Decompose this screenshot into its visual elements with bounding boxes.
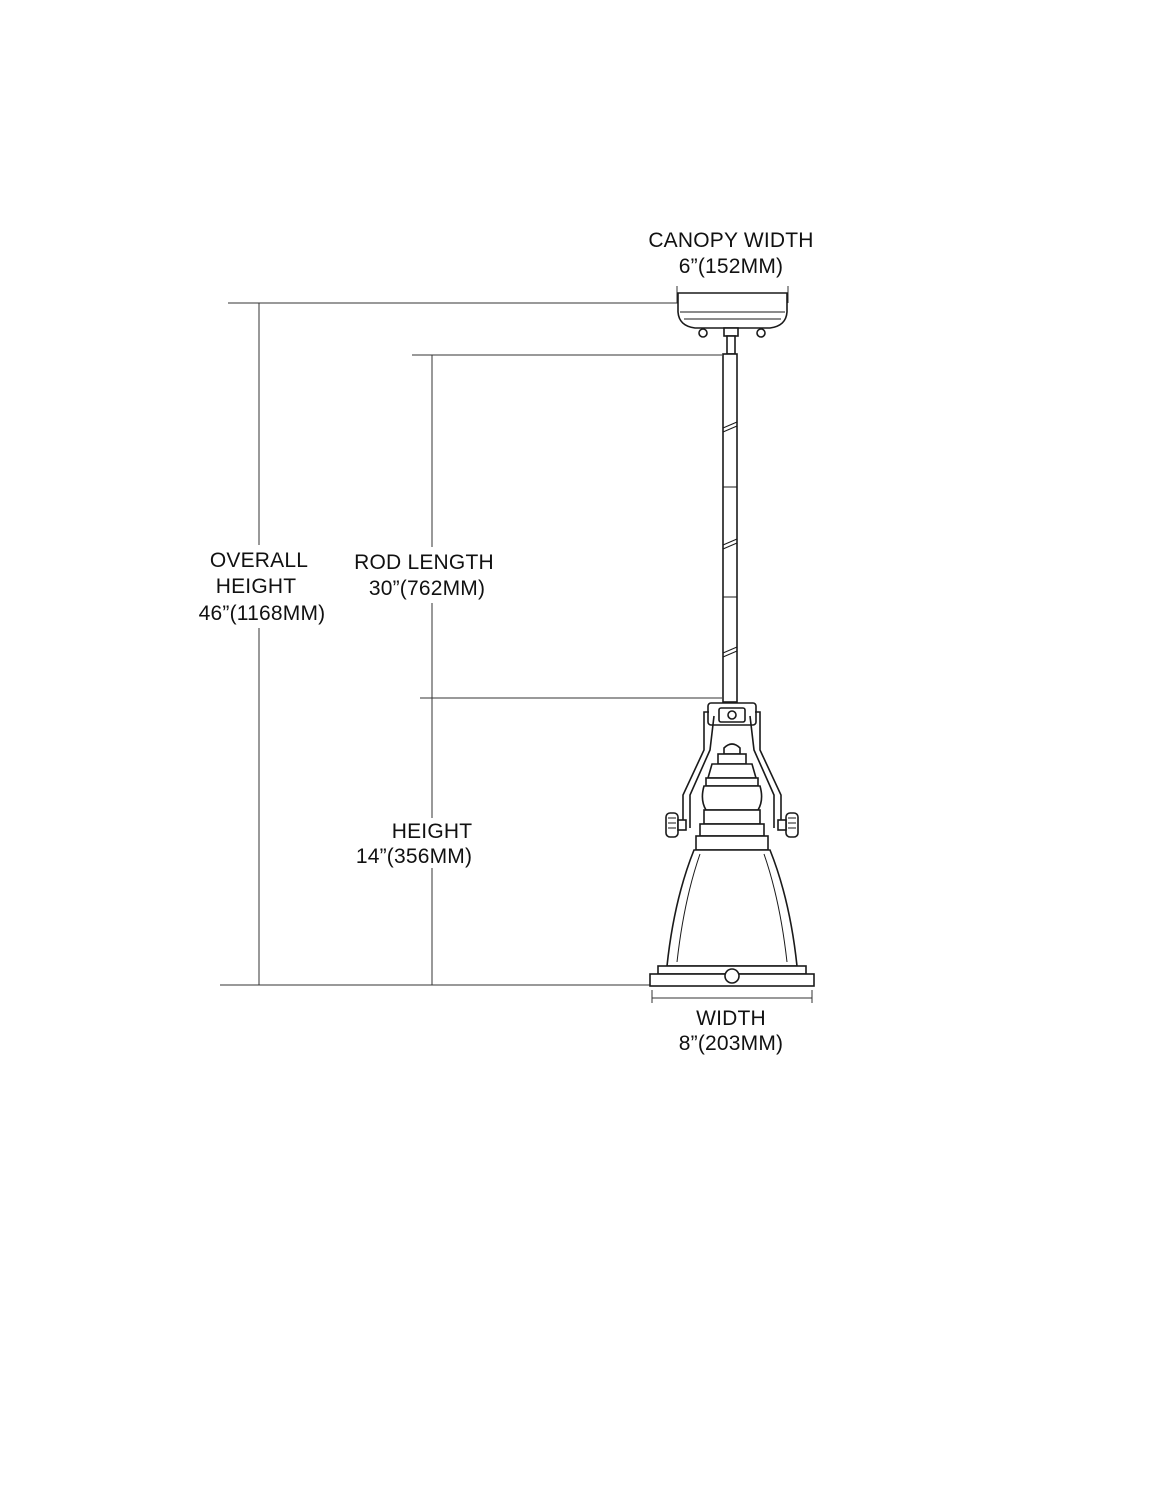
overall-height-label-line1: OVERALL [209,549,309,572]
canopy-width-value: 6”(152MM) [678,255,784,278]
height-value: 14”(356MM) [355,845,473,868]
rod-length-value: 30”(762MM) [368,577,486,600]
lamp-shade [650,850,814,986]
overall-height-value: 46”(1168MM) [198,602,326,625]
lamp-neck [696,744,768,850]
pendant-fixture [650,293,814,986]
canopy [678,293,787,354]
width-value: 8”(203MM) [678,1032,784,1055]
overall-height-label-line2: HEIGHT [215,575,297,598]
canopy-width-label: CANOPY WIDTH [648,229,814,252]
width-label: WIDTH [696,1007,766,1030]
height-label: HEIGHT [391,820,473,843]
rod-length-label: ROD LENGTH [354,551,494,574]
rod [723,354,737,702]
